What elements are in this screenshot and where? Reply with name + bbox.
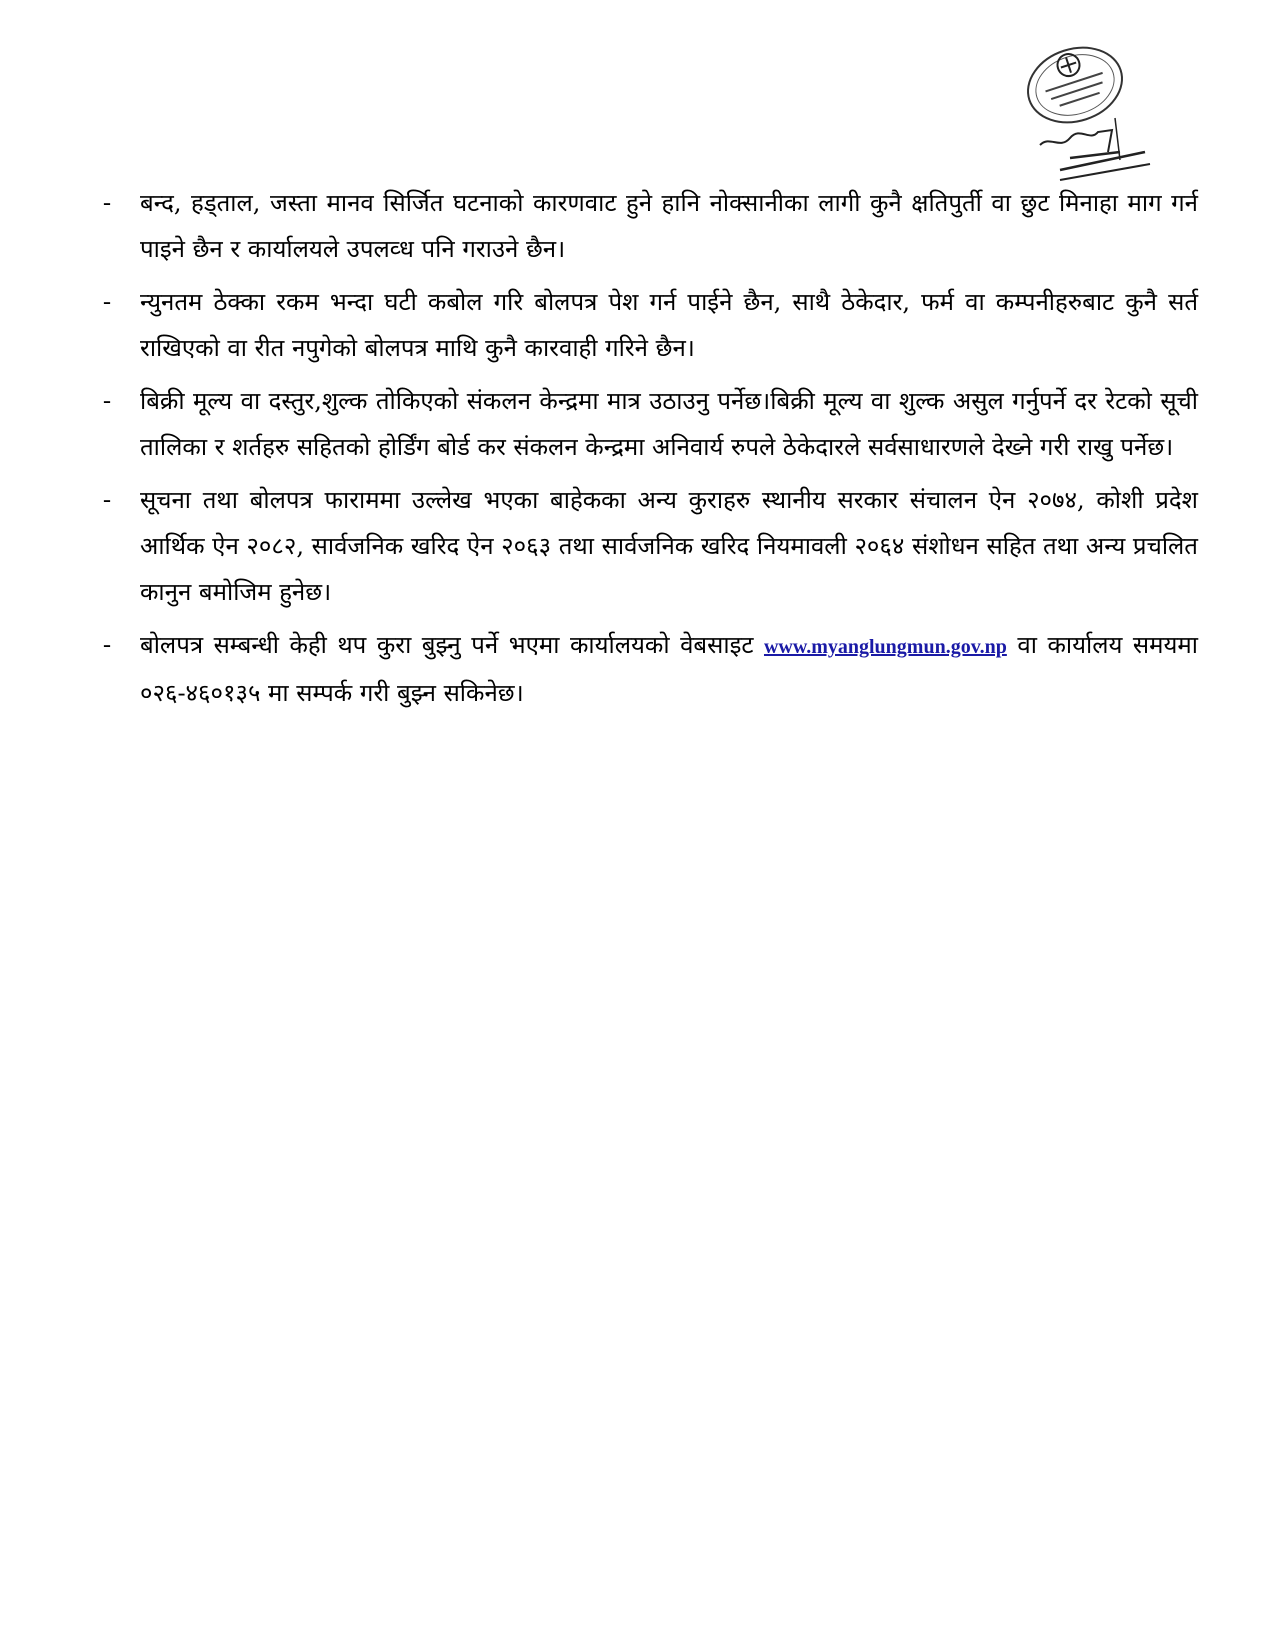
- list-item: [103, 279, 1198, 371]
- item-text-after-link: वा कार्यालय समयमा ०२६-४६०१३५ मा सम्पर्क गरी बुझ्न सकिनेछ।: [140, 631, 1198, 707]
- list-item: [103, 378, 1198, 470]
- item-text-before-link: बोलपत्र सम्बन्धी केही थप कुरा बुझ्नु पर्ने भएमा कार्यालयको वेबसाइट: [140, 631, 754, 659]
- list-item: [103, 477, 1198, 615]
- bullet-dash: -: [103, 487, 111, 513]
- list-item: [103, 180, 1198, 272]
- website-link[interactable]: www.myanglungmun.gov.np: [763, 636, 1007, 658]
- bullet-dash: -: [103, 388, 111, 414]
- bullet-dash: -: [103, 190, 111, 216]
- item-text: न्युनतम ठेक्का रकम भन्दा घटी कबोल गरि बोलपत्र पेश गर्न पाईने छैन, साथै ठेकेदार, फर्म वा कम्पनीहरुबाट कुनै सर्त राखिएको वा रीत नपुगेको बोलपत्र माथि कुनै कारवाही गरिने छैन।: [140, 288, 1198, 362]
- official-stamp: [1020, 40, 1210, 190]
- item-text: सूचना तथा बोलपत्र फाराममा उल्लेख भएका बाहेकका अन्य कुराहरु स्थानीय सरकार संचालन ऐन २०७४, कोशी प्रदेश आर्थिक ऐन २०८२, सार्वजनिक खरिद ऐन २०६३ तथा सार्वजनिक खरिद नियमावली २०६४ संशोधन सहित तथा अन्य प्रचलित कानुन बमोजिम हुनेछ।: [140, 486, 1198, 606]
- bullet-dash: -: [103, 632, 111, 658]
- item-text: बन्द, हड्ताल, जस्ता मानव सिर्जित घटनाको कारणवाट हुने हानि नोक्सानीका लागी कुनै क्षतिपुर्ती वा छुट मिनाहा माग गर्न पाइने छैन र कार्यालयले उपलव्ध पनि गराउने छैन।: [140, 189, 1198, 263]
- list-item: [103, 622, 1198, 716]
- notice-conditions-list: [103, 180, 1198, 723]
- bullet-dash: -: [103, 289, 111, 315]
- item-text: बिक्री मूल्य वा दस्तुर,शुल्क तोकिएको संकलन केन्द्रमा मात्र उठाउनु पर्नेछ।बिक्री मूल्य वा शुल्क असुल गर्नुपर्ने दर रेटको सूची तालिका र शर्तहरु सहितको होर्डिंग बोर्ड कर संकलन केन्द्रमा अनिवार्य रुपले ठेकेदारले सर्वसाधारणले देख्ने गरी राखु पर्नेछ।: [140, 387, 1198, 461]
